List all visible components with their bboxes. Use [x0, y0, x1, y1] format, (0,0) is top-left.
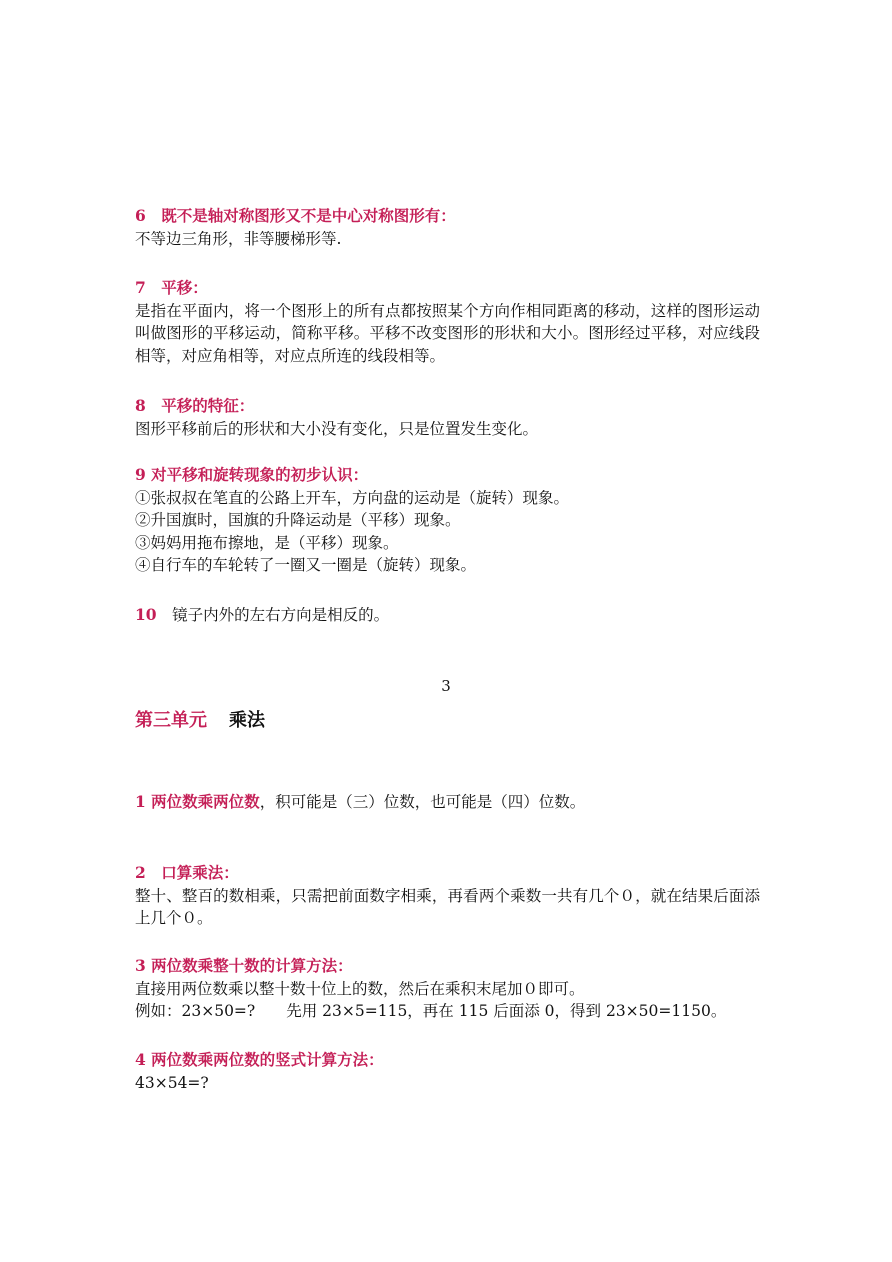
list-item: ③妈妈用拖布擦地，是（平移）现象。 [135, 533, 399, 552]
unit-label: 第三单元 [135, 710, 207, 731]
section-6-heading: 6 既不是轴对称图形又不是中心对称图形有： [135, 206, 456, 225]
section-7-heading: 7 平移： [135, 278, 208, 297]
unit-section-2-body: 整十、整百的数相乘，只需把前面数字相乘，再看两个乘数一共有几个０，就在结果后面添上几个０。 [135, 886, 760, 927]
unit-title [135, 708, 265, 734]
section-8-heading: 8 平移的特征： [135, 396, 255, 415]
unit-section-1-heading: 1 两位数乘两位数 [135, 792, 260, 811]
unit-section-4 [135, 1049, 760, 1094]
unit-section-4-body: 43×54=? [135, 1073, 209, 1092]
section-7-body: 是指在平面内，将一个图形上的所有点都按照某个方向作相同距离的移动，这样的图形运动叫做图形的平移运动，简称平移。平移不改变图形的形状和大小。图形经过平移，对应线段相等，对应角相等，对应点所连的线段相等。 [135, 301, 760, 365]
page-number: 3 [441, 677, 451, 695]
list-item: ②升国旗时，国旗的升降运动是（平移）现象。 [135, 511, 461, 529]
section-8-body: 图形平移前后的形状和大小没有变化，只是位置发生变化。 [135, 419, 539, 438]
unit-name: 乘法 [229, 710, 265, 731]
section-10 [135, 604, 760, 627]
unit-section-1 [135, 791, 760, 814]
section-9-heading: 9 对平移和旋转现象的初步认识： [135, 465, 369, 484]
unit-section-1-body: ，积可能是（三）位数，也可能是（四）位数。 [259, 793, 586, 811]
list-item: ①张叔叔在笔直的公路上开车，方向盘的运动是（旋转）现象。 [135, 488, 570, 507]
unit-section-3 [135, 955, 760, 1023]
unit-section-4-heading: 4 两位数乘两位数的竖式计算方法： [135, 1050, 384, 1069]
unit-section-3-body: 直接用两位数乘以整十数十位上的数，然后在乘积末尾加０即可。 [135, 979, 585, 998]
unit-section-3-example: 例如：23×50=? 先用 23×5=115，再在 115 后面添 0，得到 23×50=1150。 [135, 1002, 727, 1020]
section-8 [135, 395, 760, 440]
unit-section-3-heading: 3 两位数乘整十数的计算方法： [135, 956, 353, 975]
unit-section-2-heading: 2 口算乘法： [135, 863, 239, 882]
section-10-body: 镜子内外的左右方向是相反的。 [156, 606, 390, 624]
list-item: ④自行车的车轮转了一圈又一圈是（旋转）现象。 [135, 556, 477, 574]
section-9 [135, 464, 760, 577]
section-10-number: 10 [135, 605, 157, 624]
section-6 [135, 205, 760, 250]
unit-section-2 [135, 862, 760, 930]
section-6-body: 不等边三角形，非等腰梯形等. [135, 229, 342, 248]
section-7 [135, 277, 760, 367]
